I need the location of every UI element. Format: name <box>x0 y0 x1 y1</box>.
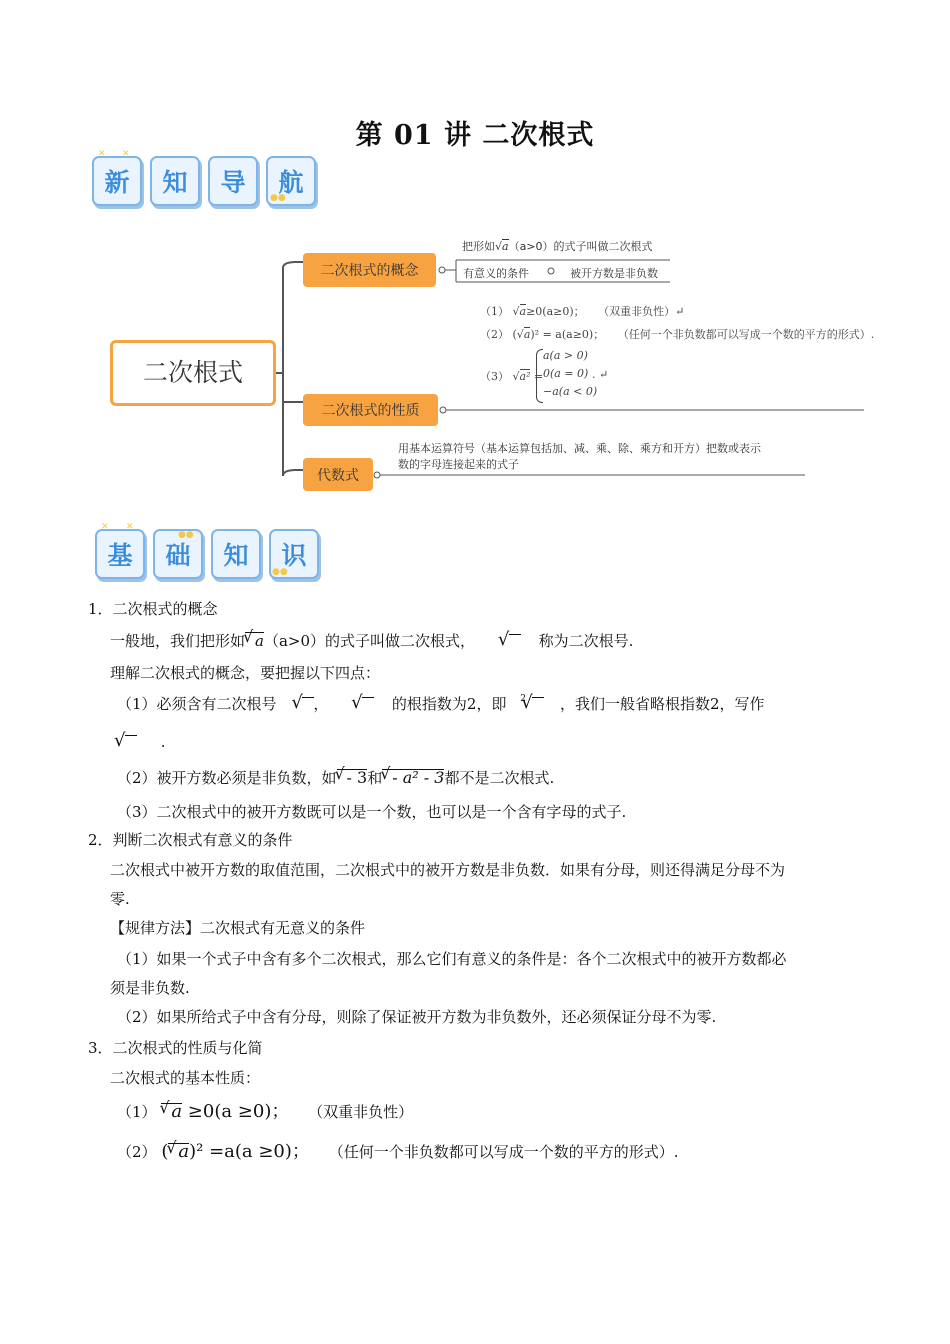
section-2-method-title: 【规律方法】二次根式有无意义的条件 <box>110 919 366 937</box>
section-1-para-1: 一般地，我们把形如√ a（a>0）的式子叫做二次根式， √ 称为二次根号. <box>110 630 633 652</box>
mindmap-case: −a(a < 0) <box>543 385 598 398</box>
section-2-para-line-1: 二次根式中被开方数的取值范围，二次根式中的被开方数是非负数．如果有分母，则还得满足分母不为 <box>110 861 786 879</box>
sparkle-icon: ✕ <box>101 522 109 532</box>
sparkle-icon: ✕ <box>122 149 130 159</box>
radical-index-icon: √ 2 <box>521 696 543 714</box>
section-2-method-2: （2）如果所给式子中含有分母，则除了保证被开方数为非负数外，还必须保证分母不为零. <box>117 1008 717 1026</box>
section-2-method-1-line-2: 须是非负数. <box>110 979 190 997</box>
section-1-point-1: （1）必须含有二次根号 √ ， √ 的根指数为2，即 √ 2 ，我们一般省略根指数2，写作 <box>117 693 765 715</box>
dots-icon: ●● <box>272 567 288 577</box>
mindmap-algebraic-def-2: 数的字母连接起来的式子 <box>398 458 519 471</box>
section-3-para: 二次根式的基本性质： <box>110 1069 261 1087</box>
badge-char: 新 <box>92 156 142 206</box>
mindmap-property-2: （2） (√a)² = a(a≥0)； （任何一个非负数都可以写成一个数的平方的形式）. <box>480 328 875 341</box>
section-2-para-line-2: 零. <box>110 890 130 908</box>
section-3-formula-1: （1） √ a ≥0(a ≥0)； （双重非负性） <box>117 1101 413 1123</box>
mindmap-property-3-brace <box>536 349 543 403</box>
page-title: 第 01 讲 二次根式 <box>355 120 595 151</box>
mindmap-root-label: 二次根式 <box>142 358 243 387</box>
mindmap-property-3: （3） √a² = <box>480 370 544 383</box>
section-2-method-1-line-1: （1）如果一个式子中含有多个二次根式，那么它们有意义的条件是：各个二次根式中的被开方数都必 <box>117 950 787 968</box>
mindmap-case: a(a > 0) <box>543 349 588 362</box>
mindmap-condition-value: 被开方数是非负数 <box>570 267 658 280</box>
mindmap-case-tail: . ↵ <box>592 368 609 381</box>
radical-sign-icon <box>291 696 313 714</box>
mindmap-case: 0(a = 0) <box>543 367 589 380</box>
badge-char: 识 <box>269 529 319 579</box>
badge-char: 基 <box>95 529 145 579</box>
mindmap-condition-label: 有意义的条件 <box>463 267 529 280</box>
section-1-point-1-cont: √ . <box>114 731 166 753</box>
radical-sign-icon <box>498 633 520 651</box>
mindmap-branch-concept: 二次根式的概念 <box>303 253 436 287</box>
sparkle-icon: ✕ <box>126 522 134 532</box>
badge-char: 导 <box>208 156 258 206</box>
section-1-para-2: 理解二次根式的概念，要把握以下四点： <box>110 664 381 682</box>
badge-char: 知 <box>211 529 261 579</box>
mindmap-branch-properties: 二次根式的性质 <box>303 394 438 426</box>
radical-sign-icon <box>114 734 136 752</box>
mindmap-property-1: （1） √a≥0(a≥0)； （双重非负性）↵ <box>480 305 685 318</box>
mindmap-algebraic-def-1: 用基本运算符号（基本运算包括加、减、乘、除、乘方和开方）把数或表示 <box>398 442 761 455</box>
section-2-heading: 2．判断二次根式有意义的条件 <box>88 831 293 849</box>
section-1-heading: 1．二次根式的概念 <box>88 600 218 618</box>
section-1-point-3: （3）二次根式中的被开方数既可以是一个数，也可以是一个含有字母的式子. <box>117 803 627 821</box>
mindmap-root <box>110 340 276 406</box>
dots-icon: ●● <box>178 530 194 540</box>
badge-char: 航 <box>266 156 316 206</box>
mindmap-definition: 把形如√a（a>0）的式子叫做二次根式 <box>462 240 653 253</box>
sparkle-icon: ✕ <box>98 149 106 159</box>
radical-sign-icon <box>351 696 373 714</box>
mindmap-branch-algebraic: 代数式 <box>303 458 373 491</box>
section-1-point-2: （2）被开方数必须是非负数，如√ - 3和√ - a² - 3都不是二次根式. <box>117 767 554 789</box>
badge-char: 知 <box>150 156 200 206</box>
dots-icon: ●● <box>270 193 286 203</box>
badge-char: 础 <box>153 529 203 579</box>
section-3-formula-2: （2） (√ a)² =a(a ≥0)； （任何一个非负数都可以写成一个数的平方的形式）. <box>117 1141 678 1163</box>
section-3-heading: 3．二次根式的性质与化简 <box>88 1039 263 1057</box>
